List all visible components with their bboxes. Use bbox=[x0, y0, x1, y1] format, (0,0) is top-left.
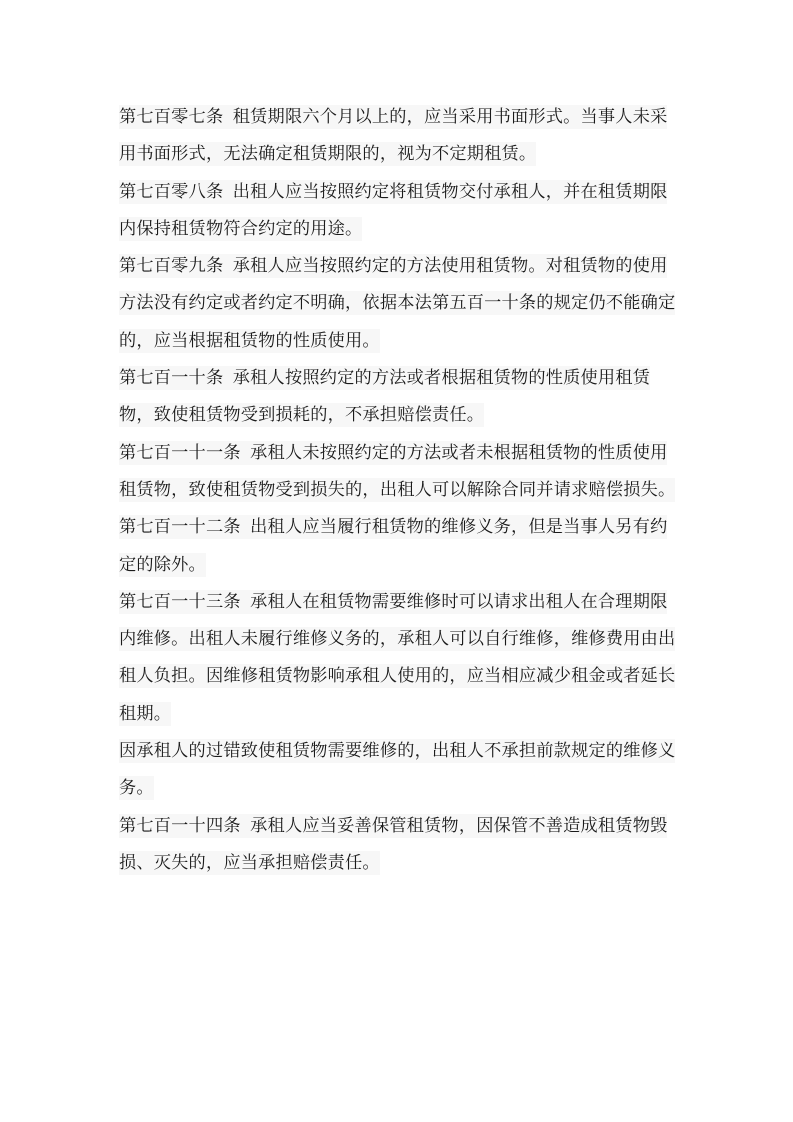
article-text: 承租人按照约定的方法或者根据租赁物的性质使用租赁物，致使租赁物受到损耗的，不承担赔偿责任。 bbox=[119, 368, 651, 426]
paragraph-article-713 bbox=[119, 584, 679, 733]
paragraph-article-712 bbox=[119, 509, 679, 584]
article-number: 第七百零七条 bbox=[119, 107, 224, 127]
paragraph-article-710 bbox=[119, 360, 679, 435]
paragraph-article-714 bbox=[119, 808, 679, 883]
article-number: 第七百零八条 bbox=[119, 181, 224, 202]
document-body bbox=[119, 99, 679, 882]
article-number: 第七百一十二条 bbox=[119, 517, 241, 538]
article-text: 出租人应当按照约定将租赁物交付承租人，并在租赁期限内保持租赁物符合约定的用途。 bbox=[119, 181, 668, 239]
article-text: 承租人应当按照约定的方法使用租赁物。对租赁物的使用方法没有约定或者约定不明确，依据本法第五百一十条的规定仍不能确定的，应当根据租赁物的性质使用。 bbox=[119, 256, 676, 351]
article-number: 第七百一十三条 bbox=[119, 591, 241, 612]
paragraph-article-709 bbox=[119, 248, 679, 360]
article-number: 第七百一十四条 bbox=[119, 815, 241, 836]
paragraph-article-707 bbox=[119, 99, 679, 174]
article-number: 第七百一十一条 bbox=[119, 442, 241, 463]
paragraph-article-708 bbox=[119, 174, 679, 249]
article-number: 第七百一十条 bbox=[119, 368, 224, 389]
article-text: 租赁期限六个月以上的，应当采用书面形式。当事人未采用书面形式，无法确定租赁期限的，视为不定期租赁。 bbox=[119, 107, 668, 165]
article-text: 出租人应当履行租赁物的维修义务，但是当事人另有约定的除外。 bbox=[119, 517, 668, 575]
article-text: 承租人在租赁物需要维修时可以请求出租人在合理期限内维修。出租人未履行维修义务的，承租人可以自行维修，维修费用由出租人负担。因维修租赁物影响承租人使用的，应当相应减少租金或者延长租期。 bbox=[119, 591, 676, 724]
paragraph-article-713-clause-2 bbox=[119, 733, 679, 808]
article-text: 因承租人的过错致使租赁物需要维修的，出租人不承担前款规定的维修义务。 bbox=[119, 741, 676, 799]
article-text: 承租人未按照约定的方法或者未根据租赁物的性质使用租赁物，致使租赁物受到损失的，出租人可以解除合同并请求赔偿损失。 bbox=[119, 442, 676, 500]
paragraph-article-711 bbox=[119, 435, 679, 510]
article-text: 承租人应当妥善保管租赁物，因保管不善造成租赁物毁损、灭失的，应当承担赔偿责任。 bbox=[119, 815, 668, 873]
article-number: 第七百零九条 bbox=[119, 256, 224, 277]
